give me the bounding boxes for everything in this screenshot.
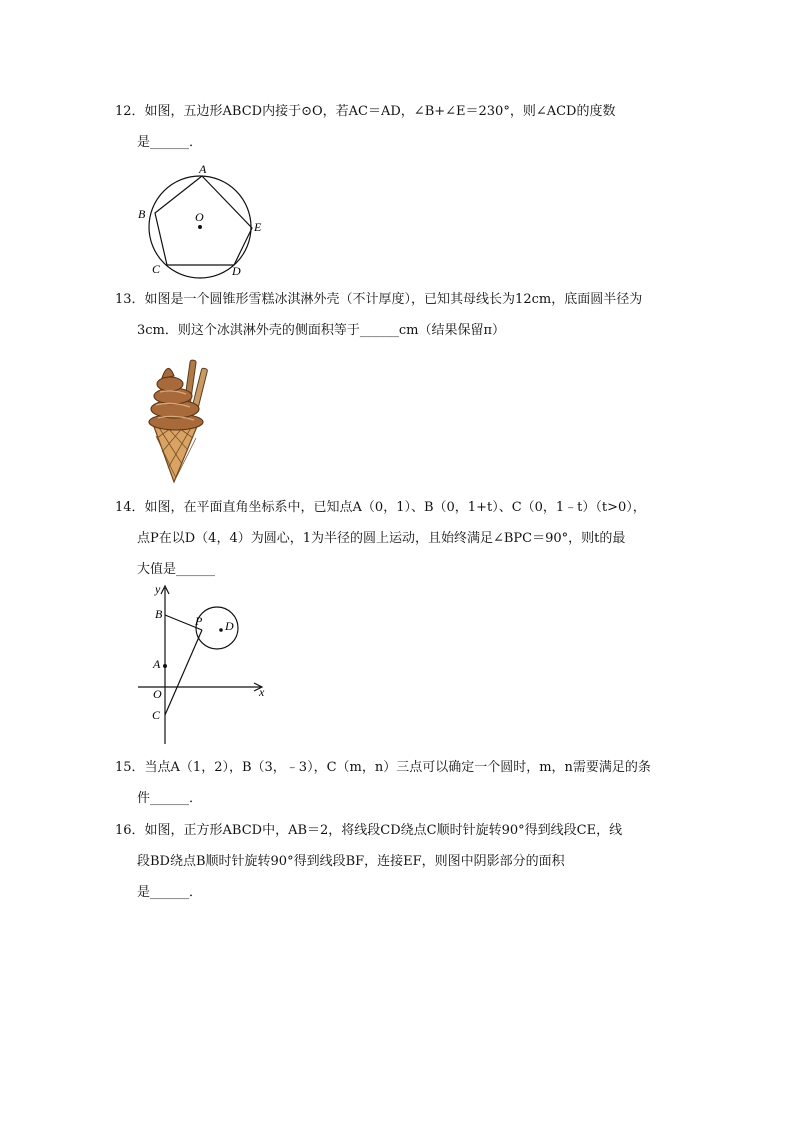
coordinate-figure [135, 580, 275, 750]
label-E: E [254, 220, 262, 234]
label-B: B [155, 607, 163, 621]
problem-14-line-3: 大值是______ [137, 562, 216, 577]
ice-cream-cone-figure [138, 354, 213, 486]
label-x: x [259, 685, 265, 699]
label-D: D [232, 264, 241, 278]
label-P: P [195, 614, 203, 628]
label-C: C [152, 708, 161, 722]
problem-16 [115, 815, 680, 908]
pentagon-circle-figure [135, 160, 265, 280]
problem-15 [115, 752, 680, 814]
label-O: O [195, 210, 204, 224]
label-D: D [225, 619, 234, 633]
problem-14-line-1: 14．如图，在平面直角坐标系中，已知点A（0，1）、B（0，1+t）、C（0，1﹣t）（t>0）， [115, 500, 646, 515]
label-A: A [153, 657, 161, 671]
problem-12-line-1: 12．如图，五边形ABCD内接于⊙O，若AC＝AD，∠B+∠E＝230°，则∠ACD的度数 [115, 104, 616, 119]
label-O: O [153, 687, 162, 701]
problem-15-line-1: 15．当点A（1，2），B（3，﹣3），C（m，n）三点可以确定一个圆时，m，n需要满足的条 [115, 760, 651, 775]
problem-12 [115, 96, 680, 158]
problem-15-line-2: 件______． [137, 791, 203, 806]
problem-13 [115, 284, 680, 346]
label-C: C [152, 262, 161, 276]
problem-12-line-2: 是______． [137, 135, 203, 150]
problem-16-line-3: 是______． [137, 885, 203, 900]
problem-14-line-2: 点P在以D（4，4）为圆心，1为半径的圆上运动，且始终满足∠BPC＝90°，则t的最 [137, 531, 626, 546]
problem-13-line-2: 3cm．则这个冰淇淋外壳的侧面积等于______cm（结果保留π） [137, 323, 506, 338]
label-A: A [199, 162, 207, 176]
problem-13-line-1: 13．如图是一个圆锥形雪糕冰淇淋外壳（不计厚度），已知其母线长为12cm，底面圆半径为 [115, 292, 643, 307]
label-y: y [155, 582, 161, 596]
problem-16-line-2: 段BD绕点B顺时针旋转90°得到线段BF，连接EF，则图中阴影部分的面积 [137, 854, 565, 869]
problem-16-line-1: 16．如图，正方形ABCD中，AB＝2，将线段CD绕点C顺时针旋转90°得到线段CE，线 [115, 823, 623, 838]
problem-14 [115, 492, 680, 585]
label-B: B [138, 207, 146, 221]
